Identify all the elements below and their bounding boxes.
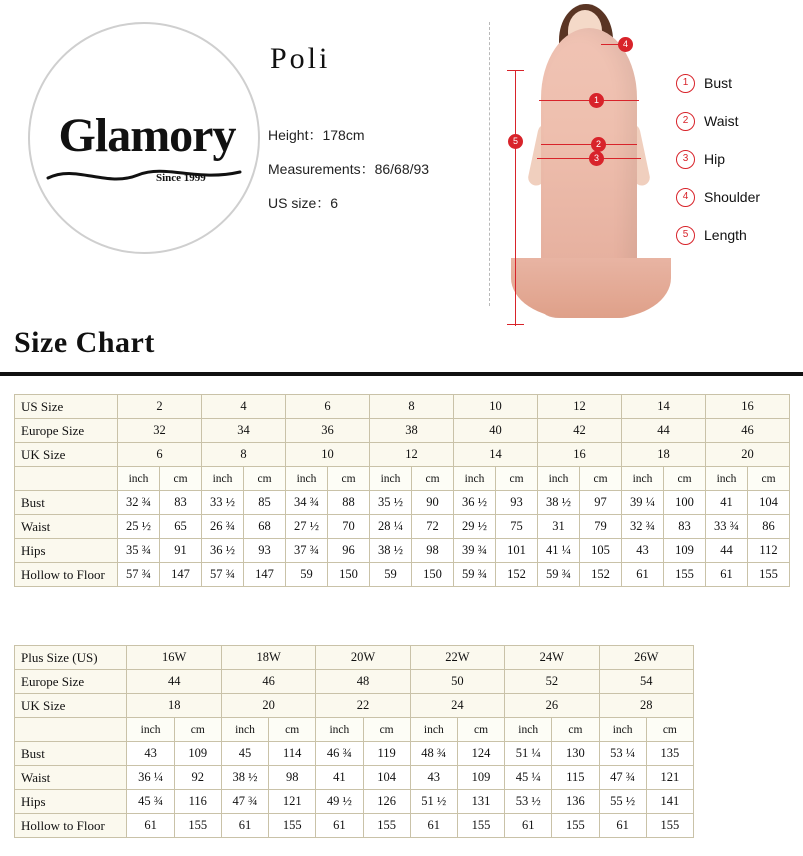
legend-label-waist: Waist bbox=[704, 113, 739, 129]
table-row-europe bbox=[15, 670, 694, 694]
standard-size-table bbox=[14, 394, 790, 587]
table-cell: 12 bbox=[538, 395, 622, 419]
brand-logo bbox=[28, 22, 260, 254]
table-cell: 26 bbox=[505, 694, 599, 718]
table-cell-inch: 46 ¾ bbox=[316, 742, 363, 766]
table-row-europe bbox=[15, 419, 790, 443]
unit-cell: inch bbox=[410, 718, 457, 742]
table-cell-cm: 68 bbox=[244, 515, 286, 539]
measurement-legend bbox=[676, 64, 760, 254]
table-cell-inch: 47 ¾ bbox=[221, 790, 268, 814]
marker-shoulder: 4 bbox=[618, 37, 633, 52]
table-cell-cm: 109 bbox=[457, 766, 504, 790]
table-cell-inch: 41 ¼ bbox=[538, 539, 580, 563]
table-cell-inch: 57 ¾ bbox=[118, 563, 160, 587]
table-cell: 16W bbox=[127, 646, 221, 670]
table-cell: 2 bbox=[118, 395, 202, 419]
table-cell: 28 bbox=[599, 694, 693, 718]
legend-item-hip bbox=[676, 140, 760, 178]
table-cell-inch: 61 bbox=[410, 814, 457, 838]
table-cell-cm: 72 bbox=[412, 515, 454, 539]
table-cell: 18 bbox=[622, 443, 706, 467]
row-header: Bust bbox=[15, 491, 118, 515]
table-cell-inch: 38 ½ bbox=[538, 491, 580, 515]
table-cell: 46 bbox=[706, 419, 790, 443]
table-cell: 52 bbox=[505, 670, 599, 694]
row-header: UK Size bbox=[15, 443, 118, 467]
table-row bbox=[15, 563, 790, 587]
table-cell-cm: 79 bbox=[580, 515, 622, 539]
table-row bbox=[15, 491, 790, 515]
table-cell: 32 bbox=[118, 419, 202, 443]
unit-cell: inch bbox=[118, 467, 160, 491]
legend-item-shoulder bbox=[676, 178, 760, 216]
table-cell-cm: 131 bbox=[457, 790, 504, 814]
table-row-uk bbox=[15, 443, 790, 467]
marker-waist: 2 bbox=[591, 137, 606, 152]
table-cell-cm: 155 bbox=[269, 814, 316, 838]
plus-size-table bbox=[14, 645, 694, 838]
table-cell: 26W bbox=[599, 646, 693, 670]
table-cell-inch: 45 ¾ bbox=[127, 790, 174, 814]
legend-number-icon: 1 bbox=[676, 74, 695, 93]
model-dress bbox=[541, 28, 637, 318]
table-cell-cm: 155 bbox=[646, 814, 693, 838]
unit-cell: inch bbox=[316, 718, 363, 742]
table-cell: 6 bbox=[118, 443, 202, 467]
unit-cell: cm bbox=[174, 718, 221, 742]
vertical-divider bbox=[489, 22, 490, 306]
table-cell-inch: 36 ½ bbox=[202, 539, 244, 563]
row-header: Hollow to Floor bbox=[15, 814, 127, 838]
table-row bbox=[15, 515, 790, 539]
table-cell: 10 bbox=[286, 443, 370, 467]
table-cell-cm: 152 bbox=[580, 563, 622, 587]
table-row bbox=[15, 766, 694, 790]
table-cell-inch: 38 ½ bbox=[221, 766, 268, 790]
unit-cell: cm bbox=[244, 467, 286, 491]
table-cell-cm: 93 bbox=[244, 539, 286, 563]
table-cell-cm: 124 bbox=[457, 742, 504, 766]
table-cell-cm: 105 bbox=[580, 539, 622, 563]
unit-cell: inch bbox=[127, 718, 174, 742]
table-cell-inch: 51 ¼ bbox=[505, 742, 552, 766]
table-row bbox=[15, 814, 694, 838]
table-cell-inch: 53 ½ bbox=[505, 790, 552, 814]
table-cell: 24 bbox=[410, 694, 504, 718]
marker-hip: 3 bbox=[589, 151, 604, 166]
table-cell: 14 bbox=[454, 443, 538, 467]
table-cell-inch: 44 bbox=[706, 539, 748, 563]
table-cell-cm: 109 bbox=[174, 742, 221, 766]
table-cell-inch: 61 bbox=[706, 563, 748, 587]
table-cell-cm: 155 bbox=[457, 814, 504, 838]
table-cell: 34 bbox=[202, 419, 286, 443]
length-tick-top bbox=[507, 70, 524, 71]
table-cell-cm: 109 bbox=[664, 539, 706, 563]
table-cell-inch: 37 ¾ bbox=[286, 539, 328, 563]
table-cell: 40 bbox=[454, 419, 538, 443]
unit-cell: cm bbox=[363, 718, 410, 742]
table-row-uk bbox=[15, 694, 694, 718]
table-cell-inch: 26 ¾ bbox=[202, 515, 244, 539]
table-cell: 12 bbox=[370, 443, 454, 467]
table-cell-inch: 43 bbox=[622, 539, 664, 563]
table-cell: 20 bbox=[221, 694, 315, 718]
table-cell-cm: 135 bbox=[646, 742, 693, 766]
model-height-row bbox=[268, 118, 429, 152]
unit-cell: cm bbox=[412, 467, 454, 491]
table-cell-cm: 147 bbox=[244, 563, 286, 587]
unit-cell: cm bbox=[580, 467, 622, 491]
unit-cell: inch bbox=[622, 467, 664, 491]
unit-cell: cm bbox=[664, 467, 706, 491]
table-cell-inch: 28 ¼ bbox=[370, 515, 412, 539]
table-cell-inch: 45 ¼ bbox=[505, 766, 552, 790]
table-cell-inch: 61 bbox=[127, 814, 174, 838]
table-cell-inch: 59 ¾ bbox=[538, 563, 580, 587]
table-cell-inch: 53 ¼ bbox=[599, 742, 646, 766]
table-cell-cm: 141 bbox=[646, 790, 693, 814]
row-header: Waist bbox=[15, 766, 127, 790]
legend-number-icon: 5 bbox=[676, 226, 695, 245]
marker-length: 5 bbox=[508, 134, 523, 149]
table-cell-cm: 155 bbox=[748, 563, 790, 587]
table-cell-inch: 29 ½ bbox=[454, 515, 496, 539]
legend-item-waist bbox=[676, 102, 760, 140]
table-cell-inch: 33 ½ bbox=[202, 491, 244, 515]
brand-name: Glamory bbox=[58, 109, 236, 162]
table-cell-inch: 47 ¾ bbox=[599, 766, 646, 790]
legend-label-length: Length bbox=[704, 227, 747, 243]
table-cell-inch: 59 ¾ bbox=[454, 563, 496, 587]
table-cell: 10 bbox=[454, 395, 538, 419]
table-cell-cm: 121 bbox=[646, 766, 693, 790]
table-cell-cm: 88 bbox=[328, 491, 370, 515]
table-cell: 24W bbox=[505, 646, 599, 670]
table-row bbox=[15, 742, 694, 766]
model-height-value: 178cm bbox=[322, 127, 365, 143]
table-cell: 22 bbox=[316, 694, 410, 718]
table-cell: 50 bbox=[410, 670, 504, 694]
table-cell-inch: 51 ½ bbox=[410, 790, 457, 814]
row-header bbox=[15, 467, 118, 491]
table-cell-inch: 61 bbox=[622, 563, 664, 587]
legend-label-hip: Hip bbox=[704, 151, 726, 167]
unit-cell: inch bbox=[454, 467, 496, 491]
waist-measure-line bbox=[541, 144, 637, 145]
table-cell: 20W bbox=[316, 646, 410, 670]
unit-cell: cm bbox=[552, 718, 599, 742]
table-cell-cm: 116 bbox=[174, 790, 221, 814]
table-cell: 36 bbox=[286, 419, 370, 443]
table-row bbox=[15, 790, 694, 814]
legend-number-icon: 2 bbox=[676, 112, 695, 131]
table-cell-cm: 92 bbox=[174, 766, 221, 790]
table-cell-inch: 27 ½ bbox=[286, 515, 328, 539]
unit-cell: inch bbox=[706, 467, 748, 491]
heading-divider bbox=[0, 372, 803, 376]
row-header: Plus Size (US) bbox=[15, 646, 127, 670]
table-cell-inch: 43 bbox=[127, 742, 174, 766]
table-cell: 38 bbox=[370, 419, 454, 443]
header-section bbox=[0, 0, 803, 330]
table-cell-inch: 36 ¼ bbox=[127, 766, 174, 790]
row-header: UK Size bbox=[15, 694, 127, 718]
table-cell-cm: 155 bbox=[174, 814, 221, 838]
length-tick-bottom bbox=[507, 324, 524, 325]
row-header: Waist bbox=[15, 515, 118, 539]
table-cell-inch: 45 bbox=[221, 742, 268, 766]
unit-cell: cm bbox=[269, 718, 316, 742]
table-cell-cm: 126 bbox=[363, 790, 410, 814]
table-cell-inch: 43 bbox=[410, 766, 457, 790]
unit-cell: cm bbox=[160, 467, 202, 491]
model-measurements-block bbox=[268, 118, 429, 220]
table-cell-cm: 155 bbox=[363, 814, 410, 838]
table-cell-inch: 32 ¾ bbox=[622, 515, 664, 539]
model-measurements-row bbox=[268, 152, 429, 186]
table-cell: 16 bbox=[538, 443, 622, 467]
table-cell: 16 bbox=[706, 395, 790, 419]
model-photo bbox=[505, 4, 675, 334]
table-cell: 6 bbox=[286, 395, 370, 419]
table-cell: 46 bbox=[221, 670, 315, 694]
table-cell: 44 bbox=[127, 670, 221, 694]
marker-bust: 1 bbox=[589, 93, 604, 108]
table-cell-inch: 59 bbox=[370, 563, 412, 587]
unit-cell: cm bbox=[748, 467, 790, 491]
model-height-label: Height： bbox=[268, 127, 323, 143]
table-cell-cm: 112 bbox=[748, 539, 790, 563]
table-cell-cm: 75 bbox=[496, 515, 538, 539]
table-cell: 4 bbox=[202, 395, 286, 419]
unit-cell: inch bbox=[221, 718, 268, 742]
table-row-units bbox=[15, 467, 790, 491]
table-cell: 54 bbox=[599, 670, 693, 694]
table-cell-cm: 114 bbox=[269, 742, 316, 766]
table-cell-cm: 130 bbox=[552, 742, 599, 766]
table-cell-cm: 93 bbox=[496, 491, 538, 515]
row-header: Hips bbox=[15, 790, 127, 814]
table-cell-cm: 83 bbox=[160, 491, 202, 515]
table-cell-inch: 39 ¼ bbox=[622, 491, 664, 515]
row-header: Bust bbox=[15, 742, 127, 766]
table-cell-inch: 55 ½ bbox=[599, 790, 646, 814]
model-us-size-row bbox=[268, 186, 429, 220]
table-cell-cm: 86 bbox=[748, 515, 790, 539]
table-cell-cm: 115 bbox=[552, 766, 599, 790]
table-cell-inch: 36 ½ bbox=[454, 491, 496, 515]
table-cell-inch: 59 bbox=[286, 563, 328, 587]
table-cell-cm: 121 bbox=[269, 790, 316, 814]
row-header: Hips bbox=[15, 539, 118, 563]
legend-number-icon: 4 bbox=[676, 188, 695, 207]
row-header: Europe Size bbox=[15, 670, 127, 694]
legend-item-bust bbox=[676, 64, 760, 102]
model-measurements-value: 86/68/93 bbox=[374, 161, 430, 177]
table-cell-cm: 96 bbox=[328, 539, 370, 563]
brand-since: Since 1999 bbox=[156, 172, 206, 184]
table-cell-cm: 97 bbox=[580, 491, 622, 515]
table-cell-inch: 33 ¾ bbox=[706, 515, 748, 539]
table-cell-inch: 35 ½ bbox=[370, 491, 412, 515]
model-us-size-value: 6 bbox=[330, 195, 339, 211]
table-cell-inch: 61 bbox=[316, 814, 363, 838]
table-cell-cm: 70 bbox=[328, 515, 370, 539]
model-name: Poli bbox=[270, 42, 331, 75]
unit-cell: inch bbox=[505, 718, 552, 742]
row-header: Europe Size bbox=[15, 419, 118, 443]
unit-cell: cm bbox=[328, 467, 370, 491]
table-cell: 48 bbox=[316, 670, 410, 694]
table-cell-cm: 91 bbox=[160, 539, 202, 563]
legend-label-bust: Bust bbox=[704, 75, 733, 91]
table-cell: 18 bbox=[127, 694, 221, 718]
table-cell-cm: 98 bbox=[269, 766, 316, 790]
table-cell-inch: 57 ¾ bbox=[202, 563, 244, 587]
table-cell-cm: 155 bbox=[664, 563, 706, 587]
table-cell-cm: 147 bbox=[160, 563, 202, 587]
table-cell-cm: 98 bbox=[412, 539, 454, 563]
unit-cell: inch bbox=[286, 467, 328, 491]
table-cell-cm: 136 bbox=[552, 790, 599, 814]
table-cell-cm: 90 bbox=[412, 491, 454, 515]
table-row-size bbox=[15, 646, 694, 670]
table-cell: 8 bbox=[370, 395, 454, 419]
table-cell: 14 bbox=[622, 395, 706, 419]
table-cell: 20 bbox=[706, 443, 790, 467]
table-cell-cm: 104 bbox=[363, 766, 410, 790]
legend-number-icon: 3 bbox=[676, 150, 695, 169]
table-cell-cm: 100 bbox=[664, 491, 706, 515]
length-measure-line bbox=[515, 70, 516, 326]
table-cell-cm: 119 bbox=[363, 742, 410, 766]
model-us-size-label: US size： bbox=[268, 195, 331, 211]
unit-cell: cm bbox=[646, 718, 693, 742]
table-row-size bbox=[15, 395, 790, 419]
row-header bbox=[15, 718, 127, 742]
row-header: Hollow to Floor bbox=[15, 563, 118, 587]
table-cell: 42 bbox=[538, 419, 622, 443]
table-cell-cm: 65 bbox=[160, 515, 202, 539]
table-cell-inch: 48 ¾ bbox=[410, 742, 457, 766]
table-cell-inch: 35 ¾ bbox=[118, 539, 160, 563]
table-row bbox=[15, 539, 790, 563]
unit-cell: inch bbox=[202, 467, 244, 491]
table-cell-inch: 61 bbox=[599, 814, 646, 838]
table-cell-inch: 61 bbox=[221, 814, 268, 838]
table-cell-cm: 85 bbox=[244, 491, 286, 515]
table-cell-cm: 152 bbox=[496, 563, 538, 587]
table-cell-inch: 34 ¾ bbox=[286, 491, 328, 515]
table-cell: 8 bbox=[202, 443, 286, 467]
table-cell-cm: 155 bbox=[552, 814, 599, 838]
unit-cell: cm bbox=[457, 718, 504, 742]
table-cell-inch: 39 ¾ bbox=[454, 539, 496, 563]
table-cell-inch: 41 bbox=[706, 491, 748, 515]
table-cell-inch: 32 ¾ bbox=[118, 491, 160, 515]
table-cell-inch: 41 bbox=[316, 766, 363, 790]
legend-item-length bbox=[676, 216, 760, 254]
model-measurements-label: Measurements： bbox=[268, 161, 375, 177]
logo-swoosh-icon bbox=[46, 162, 242, 188]
unit-cell: inch bbox=[538, 467, 580, 491]
legend-label-shoulder: Shoulder bbox=[704, 189, 761, 205]
page-title: Size Chart bbox=[14, 326, 155, 359]
table-cell-inch: 38 ½ bbox=[370, 539, 412, 563]
table-cell-inch: 49 ½ bbox=[316, 790, 363, 814]
table-cell-inch: 25 ½ bbox=[118, 515, 160, 539]
table-cell-cm: 150 bbox=[328, 563, 370, 587]
table-cell-inch: 61 bbox=[505, 814, 552, 838]
table-cell-cm: 101 bbox=[496, 539, 538, 563]
row-header: US Size bbox=[15, 395, 118, 419]
table-cell: 18W bbox=[221, 646, 315, 670]
table-cell-inch: 31 bbox=[538, 515, 580, 539]
table-row-units bbox=[15, 718, 694, 742]
unit-cell: inch bbox=[370, 467, 412, 491]
unit-cell: inch bbox=[599, 718, 646, 742]
table-cell-cm: 104 bbox=[748, 491, 790, 515]
unit-cell: cm bbox=[496, 467, 538, 491]
table-cell: 22W bbox=[410, 646, 504, 670]
table-gap bbox=[0, 600, 803, 644]
table-cell-cm: 83 bbox=[664, 515, 706, 539]
table-cell-cm: 150 bbox=[412, 563, 454, 587]
table-cell: 44 bbox=[622, 419, 706, 443]
